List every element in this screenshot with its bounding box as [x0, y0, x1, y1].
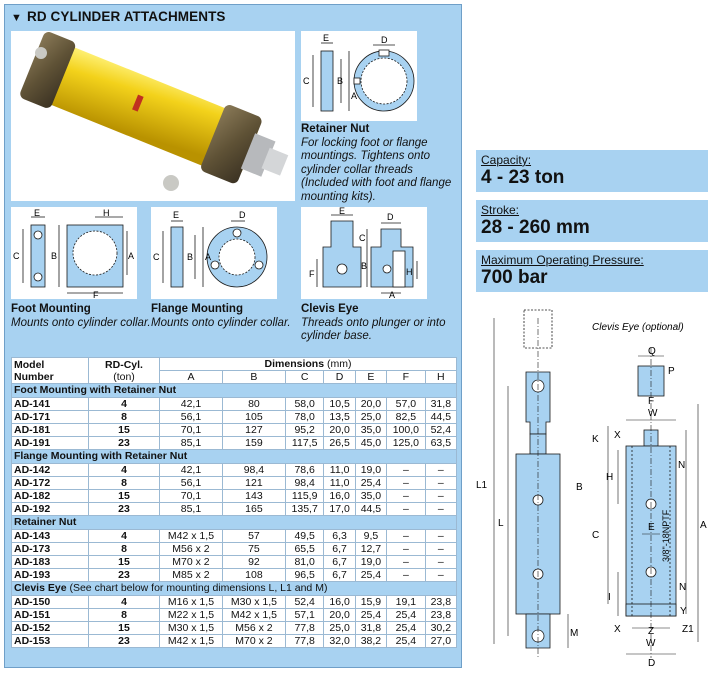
dim-cell: M30 x 1,5 [160, 622, 223, 635]
foot-desc: Mounts onto cylinder collar. [11, 316, 151, 329]
dim-cell: 159 [222, 437, 285, 450]
ton-cell: 15 [89, 490, 160, 503]
dim-cell: 25,4 [355, 569, 386, 582]
table-row [12, 437, 457, 450]
cylinder-technical-drawing [468, 308, 718, 670]
dim-cell: 42,1 [160, 397, 223, 410]
table-row [12, 595, 457, 608]
dim-cell: 27,0 [425, 635, 456, 648]
spec-capacity-label: Capacity: [481, 153, 532, 167]
dim-cell: 15,9 [355, 595, 386, 608]
dim-cell: 23,8 [425, 608, 456, 621]
table-row [12, 490, 457, 503]
table-row [12, 463, 457, 476]
dim-cell: 11,0 [324, 463, 355, 476]
ton-cell: 4 [89, 397, 160, 410]
label-i: I [608, 592, 611, 603]
label-l1: L1 [476, 480, 488, 491]
dim-cell: 12,7 [355, 542, 386, 555]
dim-col-header: B [222, 371, 285, 384]
attachments-panel [4, 4, 462, 668]
dim-cell: 108 [222, 569, 285, 582]
dim-cell: 45,0 [355, 437, 386, 450]
dim-cell: – [387, 529, 426, 542]
dim-cell: 81,0 [285, 556, 324, 569]
dim-cell: 6,7 [324, 542, 355, 555]
clevis-label-e: E [339, 207, 346, 216]
label-q: Q [648, 346, 656, 357]
section-row [12, 516, 457, 529]
dim-cell: 9,5 [355, 529, 386, 542]
dim-cell: M70 x 2 [222, 635, 285, 648]
clevis-label-d: D [387, 212, 394, 222]
dim-cell: 80 [222, 397, 285, 410]
clevis-caption [301, 303, 451, 344]
dim-cell: 19,1 [387, 595, 426, 608]
label-x-top: X [614, 430, 621, 441]
dim-cell: 77,8 [285, 635, 324, 648]
clevis-eye-diagram [301, 207, 427, 299]
table-body [12, 384, 457, 648]
dim-cell: – [425, 529, 456, 542]
section-row [12, 450, 457, 463]
clevis-label-f: F [309, 269, 315, 279]
dim-cell: M22 x 1,5 [160, 608, 223, 621]
dim-col-header: D [324, 371, 355, 384]
flange-mounting-diagram [151, 207, 277, 299]
dim-cell: M85 x 2 [160, 569, 223, 582]
dim-cell: 100,0 [387, 424, 426, 437]
clevis-label-c: C [359, 233, 366, 243]
dim-col-header: A [160, 371, 223, 384]
dim-col-header: C [285, 371, 324, 384]
ton-cell: 4 [89, 595, 160, 608]
table-row [12, 503, 457, 516]
dim-cell: 23,8 [425, 595, 456, 608]
dim-cell: 135,7 [285, 503, 324, 516]
dim-cell: 20,0 [324, 424, 355, 437]
retainer-desc: For locking foot or flange mountings. Tightens onto cylinder collar threads (Included with foot and flange mounting kits). [301, 136, 452, 203]
section-row [12, 582, 457, 595]
table-row [12, 410, 457, 423]
dim-cell: 95,2 [285, 424, 324, 437]
section-title: Clevis Eye [14, 582, 67, 595]
model-cell: AD-143 [12, 529, 89, 542]
clevis-label-b: B [361, 261, 368, 271]
port-label: 3/8"-18NPTF [661, 509, 671, 562]
table-row [12, 622, 457, 635]
col-model-header: Model Number [12, 358, 89, 384]
dim-cell: M56 x 2 [160, 542, 223, 555]
dim-cell: 78,0 [285, 410, 324, 423]
dim-cell: 31,8 [425, 397, 456, 410]
section-note: (See chart below for mounting dimensions L, L1 and M) [69, 582, 328, 595]
spec-capacity [476, 150, 708, 192]
section-title: Retainer Nut [14, 516, 77, 529]
flange-label-a: A [205, 252, 212, 262]
dim-cell: 78,6 [285, 463, 324, 476]
dim-cell: 58,0 [285, 397, 324, 410]
retainer-nut-diagram [301, 31, 417, 121]
ton-cell: 15 [89, 622, 160, 635]
dim-cell: 70,1 [160, 424, 223, 437]
flange-caption [151, 303, 291, 330]
dim-cell: 143 [222, 490, 285, 503]
table-row [12, 635, 457, 648]
flange-label-c: C [153, 252, 160, 262]
dim-cell: 6,3 [324, 529, 355, 542]
dim-cell: 52,4 [425, 424, 456, 437]
dim-col-header: E [355, 371, 386, 384]
cylinder-image [11, 31, 295, 201]
dim-cell: 20,0 [355, 397, 386, 410]
dim-cell: 25,4 [387, 635, 426, 648]
dim-cell: – [387, 463, 426, 476]
clevis-desc: Threads onto plunger or into cylinder base. [301, 316, 446, 342]
model-cell: AD-181 [12, 424, 89, 437]
ton-cell: 4 [89, 529, 160, 542]
dim-cell: 25,4 [355, 476, 386, 489]
retainer-label-a: A [351, 91, 358, 101]
dim-cell: 26,5 [324, 437, 355, 450]
spec-pressure-label: Maximum Operating Pressure: [481, 253, 644, 267]
dim-cell: M16 x 1,5 [160, 595, 223, 608]
model-cell: AD-172 [12, 476, 89, 489]
foot-label-h: H [103, 208, 110, 218]
panel-title: RD CYLINDER ATTACHMENTS [27, 9, 226, 24]
dim-cell: 98,4 [222, 463, 285, 476]
ton-cell: 23 [89, 635, 160, 648]
col-rd-header: RD-Cyl. (ton) [89, 358, 160, 384]
ton-cell: 23 [89, 503, 160, 516]
dim-cell: 115,9 [285, 490, 324, 503]
model-cell: AD-151 [12, 608, 89, 621]
dim-cell: 42,1 [160, 463, 223, 476]
model-cell: AD-193 [12, 569, 89, 582]
dim-col-header: F [387, 371, 426, 384]
dim-cell: M70 x 2 [160, 556, 223, 569]
dim-cell: 6,7 [324, 556, 355, 569]
dim-cell: M30 x 1,5 [222, 595, 285, 608]
dim-cell: 57,1 [285, 608, 324, 621]
model-cell: AD-182 [12, 490, 89, 503]
dim-cell: – [425, 490, 456, 503]
model-cell: AD-171 [12, 410, 89, 423]
dim-cell: 20,0 [324, 608, 355, 621]
dim-cell: 56,1 [160, 410, 223, 423]
spec-stroke-value: 28 - 260 mm [481, 217, 590, 238]
dim-cell: – [387, 503, 426, 516]
dim-cell: 32,0 [324, 635, 355, 648]
label-f: F [648, 396, 655, 407]
dim-cell: 10,5 [324, 397, 355, 410]
foot-mounting-diagram [11, 207, 137, 299]
section-title: Foot Mounting with Retainer Nut [14, 384, 177, 397]
dimensions-table-wrap [11, 357, 457, 648]
table-row [12, 397, 457, 410]
ton-cell: 15 [89, 556, 160, 569]
flange-label-b: B [187, 252, 194, 262]
spec-pressure-value: 700 bar [481, 267, 548, 288]
dim-cell: – [425, 556, 456, 569]
panel-header [11, 9, 226, 24]
dim-cell: 63,5 [425, 437, 456, 450]
ton-cell: 8 [89, 476, 160, 489]
foot-caption [11, 303, 151, 330]
label-m: M [570, 628, 579, 639]
label-l: L [498, 518, 504, 529]
retainer-label-e: E [323, 33, 330, 43]
dim-cell: 19,0 [355, 463, 386, 476]
dim-cell: 75 [222, 542, 285, 555]
label-y: Y [680, 606, 687, 617]
table-row [12, 424, 457, 437]
foot-label-c: C [13, 251, 20, 261]
table-row [12, 569, 457, 582]
model-cell: AD-183 [12, 556, 89, 569]
dim-cell: 25,4 [387, 622, 426, 635]
model-cell: AD-153 [12, 635, 89, 648]
section-title: Flange Mounting with Retainer Nut [14, 450, 188, 463]
dim-cell: – [425, 503, 456, 516]
ton-cell: 4 [89, 463, 160, 476]
table-row [12, 529, 457, 542]
foot-label-b: B [51, 251, 58, 261]
retainer-label-d: D [381, 35, 388, 45]
label-z: Z [648, 626, 655, 637]
dim-col-header: H [425, 371, 456, 384]
dim-cell: 44,5 [355, 503, 386, 516]
dim-cell: – [425, 476, 456, 489]
label-c: C [592, 530, 600, 541]
ton-cell: 15 [89, 424, 160, 437]
table-row [12, 476, 457, 489]
dim-cell: 25,4 [387, 608, 426, 621]
clevis-title: Clevis Eye [301, 303, 359, 315]
label-w-bottom: W [646, 638, 656, 649]
label-n-bottom: N [679, 582, 687, 593]
dim-cell: 127 [222, 424, 285, 437]
dim-cell: – [387, 490, 426, 503]
dim-cell: 16,0 [324, 595, 355, 608]
foot-title: Foot Mounting [11, 303, 91, 315]
spec-stroke-label: Stroke: [481, 203, 520, 217]
dim-cell: 57,0 [387, 397, 426, 410]
dim-cell: 125,0 [387, 437, 426, 450]
ton-cell: 8 [89, 542, 160, 555]
dim-cell: 85,1 [160, 503, 223, 516]
triangle-down-icon: ▼ [11, 12, 22, 24]
flange-label-e: E [173, 210, 180, 220]
label-n-top: N [678, 460, 686, 471]
label-p: P [668, 366, 675, 377]
spec-capacity-value: 4 - 23 ton [481, 167, 565, 188]
dim-cell: – [387, 476, 426, 489]
dim-cell: 35,0 [355, 490, 386, 503]
label-z1: Z1 [682, 624, 694, 635]
ton-cell: 23 [89, 569, 160, 582]
dim-cell: 17,0 [324, 503, 355, 516]
ton-cell: 23 [89, 437, 160, 450]
label-b: B [576, 482, 583, 493]
table-row [12, 556, 457, 569]
flange-label-d: D [239, 210, 246, 220]
dim-cell: – [387, 542, 426, 555]
dim-cell: 121 [222, 476, 285, 489]
foot-label-f: F [93, 290, 99, 299]
dim-cell: 35,0 [355, 424, 386, 437]
clevis-label-a: A [389, 290, 396, 299]
dim-cell: M42 x 1,5 [160, 529, 223, 542]
dim-cell: M42 x 1,5 [222, 608, 285, 621]
dim-cell: – [425, 463, 456, 476]
retainer-title: Retainer Nut [301, 123, 370, 135]
dim-cell: M42 x 1,5 [160, 635, 223, 648]
retainer-label-c: C [303, 76, 310, 86]
spec-pressure [476, 250, 708, 292]
dim-cell: 19,0 [355, 556, 386, 569]
dim-cell: – [387, 556, 426, 569]
dim-cell: 25,4 [355, 608, 386, 621]
dim-cell: – [387, 569, 426, 582]
foot-label-a: A [128, 251, 135, 261]
model-cell: AD-191 [12, 437, 89, 450]
table-row [12, 608, 457, 621]
model-cell: AD-173 [12, 542, 89, 555]
label-e: E [648, 522, 655, 533]
model-cell: AD-142 [12, 463, 89, 476]
dim-cell: 31,8 [355, 622, 386, 635]
table-row [12, 542, 457, 555]
dim-cell: 98,4 [285, 476, 324, 489]
label-w-top: W [648, 408, 658, 419]
dim-cell: – [425, 542, 456, 555]
dimensions-header: Dimensions (mm) [160, 358, 457, 371]
label-k: K [592, 434, 599, 445]
model-cell: AD-152 [12, 622, 89, 635]
dim-cell: 44,5 [425, 410, 456, 423]
dim-cell: 16,0 [324, 490, 355, 503]
dim-cell: 25,0 [324, 622, 355, 635]
ton-cell: 8 [89, 410, 160, 423]
dim-cell: 25,0 [355, 410, 386, 423]
dim-cell: 6,7 [324, 569, 355, 582]
dim-cell: 56,1 [160, 476, 223, 489]
dim-cell: 11,0 [324, 476, 355, 489]
dim-cell: 105 [222, 410, 285, 423]
dim-cell: 92 [222, 556, 285, 569]
dim-cell: 82,5 [387, 410, 426, 423]
dim-cell: 38,2 [355, 635, 386, 648]
dim-cell: 165 [222, 503, 285, 516]
label-a: A [700, 520, 707, 531]
dim-cell: 52,4 [285, 595, 324, 608]
model-cell: AD-141 [12, 397, 89, 410]
retainer-label-b: B [337, 76, 344, 86]
clevis-label-h: H [406, 267, 413, 277]
clevis-optional-label: Clevis Eye (optional) [592, 322, 684, 333]
dim-cell: 57 [222, 529, 285, 542]
label-h: H [606, 472, 614, 483]
dim-cell: M56 x 2 [222, 622, 285, 635]
dim-cell: 85,1 [160, 437, 223, 450]
dim-cell: 96,5 [285, 569, 324, 582]
model-cell: AD-150 [12, 595, 89, 608]
retainer-caption [301, 123, 457, 204]
dimensions-table [11, 357, 457, 648]
flange-desc: Mounts onto cylinder collar. [151, 316, 291, 329]
label-x-bottom: X [614, 624, 621, 635]
label-d: D [648, 658, 656, 669]
dim-cell: 30,2 [425, 622, 456, 635]
spec-stroke [476, 200, 708, 242]
dim-cell: 70,1 [160, 490, 223, 503]
dim-cell: 77,8 [285, 622, 324, 635]
dim-cell: – [425, 569, 456, 582]
ton-cell: 8 [89, 608, 160, 621]
foot-label-e: E [34, 208, 41, 218]
dim-cell: 65,5 [285, 542, 324, 555]
model-cell: AD-192 [12, 503, 89, 516]
dim-cell: 117,5 [285, 437, 324, 450]
dim-cell: 13,5 [324, 410, 355, 423]
dim-cell: 49,5 [285, 529, 324, 542]
cylinder-photo [11, 31, 295, 201]
section-row [12, 384, 457, 397]
flange-title: Flange Mounting [151, 303, 243, 315]
